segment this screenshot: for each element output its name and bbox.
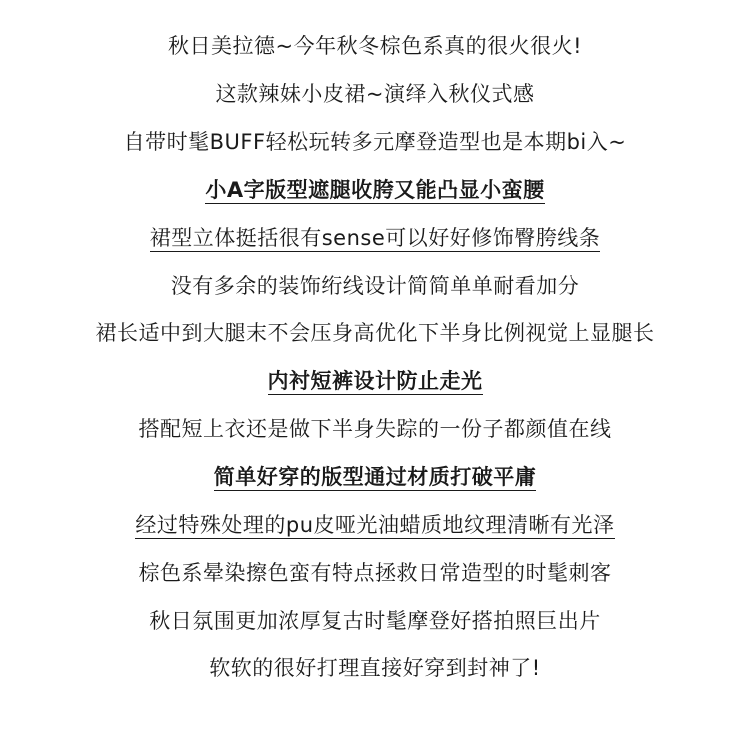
text-line-2: 这款辣妹小皮裙~演绎入秋仪式感: [215, 82, 535, 106]
text-line-14: 软软的很好打理直接好穿到封神了!: [209, 656, 541, 680]
text-line-13: 秋日氛围更加浓厚复古时髦摩登好搭拍照巨出片: [149, 609, 601, 633]
text-line-1: 秋日美拉德~今年秋冬棕色系真的很火很火!: [167, 34, 582, 58]
text-line-9: 搭配短上衣还是做下半身失踪的一份子都颜值在线: [138, 417, 612, 441]
section-heading-1: 小A字版型遮腿收胯又能凸显小蛮腰: [205, 178, 545, 202]
underlined-line-2: 经过特殊处理的pu皮哑光油蜡质地纹理清晰有光泽: [135, 513, 615, 537]
section-heading-2: 内衬短裤设计防止走光: [267, 369, 483, 393]
text-line-12: 棕色系晕染擦色蛮有特点拯救日常造型的时髦刺客: [138, 561, 612, 585]
text-line-3: 自带时髦BUFF轻松玩转多元摩登造型也是本期bi入~: [123, 130, 627, 154]
underlined-line-1: 裙型立体挺括很有sense可以好好修饰臀胯线条: [149, 226, 601, 250]
text-line-7: 裙长适中到大腿末不会压身高优化下半身比例视觉上显腿长: [95, 321, 655, 345]
section-heading-3: 简单好穿的版型通过材质打破平庸: [213, 465, 537, 489]
text-line-6: 没有多余的装饰绗线设计简简单单耐看加分: [170, 274, 580, 298]
